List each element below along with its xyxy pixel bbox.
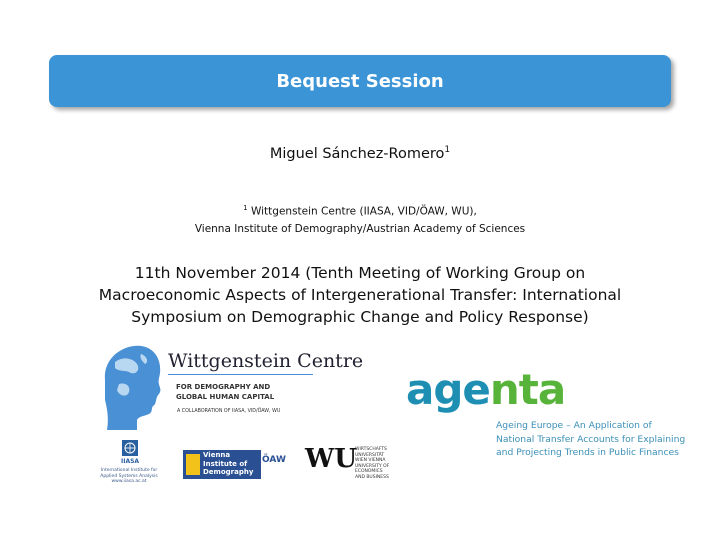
wu-text — [355, 447, 389, 480]
vid-line-1: Vienna — [203, 451, 231, 459]
vid-line-3: Demography — [203, 468, 254, 476]
affiliation-mark: 1 — [243, 204, 248, 212]
affiliation — [0, 200, 720, 238]
wittgenstein-sub-2: GLOBAL HUMAN CAPITAL — [176, 393, 275, 401]
affiliation-line-2: Vienna Institute of Demography/Austrian Academy of Sciences — [194, 222, 526, 235]
agenta-desc-3: and Projecting Trends in Public Finances — [496, 447, 679, 458]
wu-line-5: ECONOMICS — [355, 469, 383, 474]
slide-title: Bequest Session — [276, 70, 444, 92]
event-description — [60, 262, 660, 328]
event-line-2: Macroeconomic Aspects of Intergenerational Transfer: International — [98, 286, 622, 304]
agenta-desc-1: Ageing Europe – An Application of — [496, 420, 652, 431]
iiasa-name: IIASA — [121, 458, 140, 465]
iiasa-line-2: Applied Systems Analysis — [100, 473, 158, 479]
author — [0, 145, 720, 162]
vid-logo-mark — [186, 454, 200, 475]
agenta-desc-2: National Transfer Accounts for Explaining — [496, 433, 686, 445]
wittgenstein-name: Wittgenstein Centre — [168, 350, 364, 372]
wu-line-4: UNIVERSITY OF — [355, 463, 390, 469]
wu-line-3: WIEN VIENNA — [355, 458, 386, 463]
title-bar — [49, 55, 671, 107]
iiasa-text — [99, 468, 159, 485]
author-mark: 1 — [444, 145, 451, 155]
agenta-name-part-1: age — [406, 365, 490, 414]
agenta-name-part-2: nta — [489, 365, 566, 414]
vid-logo — [183, 450, 261, 479]
author-name: Miguel Sánchez-Romero — [269, 145, 445, 162]
wittgenstein-collab: A COLLABORATION OF IIASA, VID/ÖAW, WU — [177, 409, 281, 414]
oaw-label: ÖAW — [262, 455, 286, 465]
iiasa-globe-icon — [122, 440, 138, 456]
wu-line-1: WIRTSCHAFTS — [355, 447, 387, 452]
iiasa-line-3: www.iiasa.ac.at — [111, 479, 147, 484]
wu-logo: WU — [305, 444, 357, 474]
vid-line-2: Institute of — [203, 459, 248, 468]
agenta-logo — [406, 366, 565, 414]
wu-line-2: UNIVERSITÄT — [355, 452, 385, 458]
affiliation-line-1: Wittgenstein Centre (IIASA, VID/ÖAW, WU), — [250, 205, 477, 218]
wittgenstein-sub-1: FOR DEMOGRAPHY AND — [176, 383, 271, 391]
head-profile-logo-icon — [93, 342, 163, 432]
agenta-description — [496, 419, 685, 460]
event-line-1: 11th November 2014 (Tenth Meeting of Working Group on — [134, 264, 586, 282]
wu-line-6: AND BUSINESS — [355, 474, 389, 480]
iiasa-line-1: International Institute for — [100, 468, 158, 473]
wittgenstein-divider — [168, 374, 313, 375]
event-line-3: Symposium on Demographic Change and Policy Response) — [131, 308, 589, 326]
